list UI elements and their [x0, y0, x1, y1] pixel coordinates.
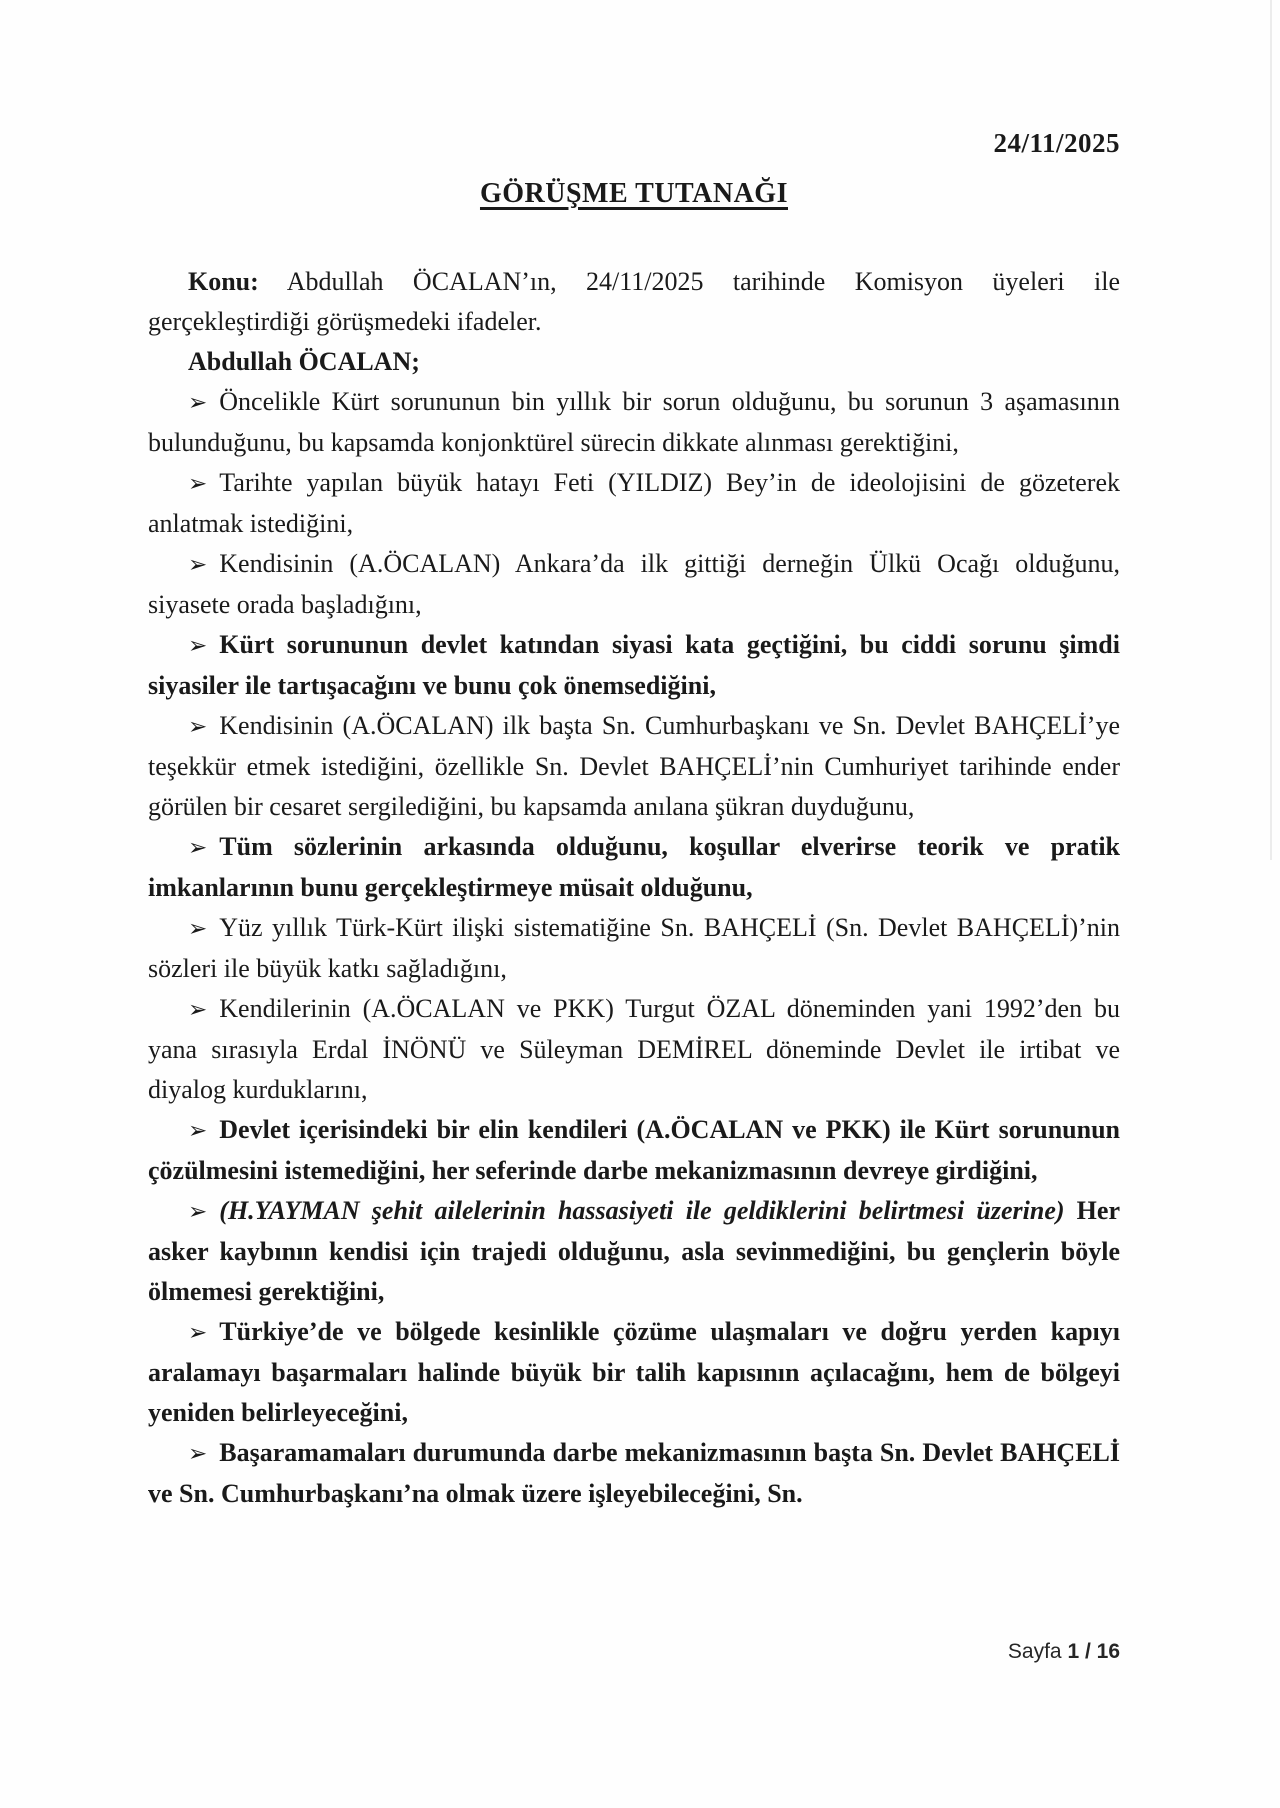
bullet-item: [148, 989, 1120, 1110]
bullet-text: Tarihte yapılan büyük hatayı Feti (YILDIZ) Bey’in de ideolojisini de gözeterek anlatmak istediğini,: [148, 468, 1120, 538]
bullet-item: [148, 1312, 1120, 1433]
footer-page-number: 1 / 16: [1067, 1640, 1120, 1663]
document-title: [148, 178, 1120, 210]
speaker-line: Abdullah ÖCALAN;: [188, 347, 420, 376]
bullet-item: [148, 1110, 1120, 1191]
scan-edge-artifact: [1270, 0, 1272, 860]
document-date: 24/11/2025: [993, 128, 1120, 158]
bullet-text: Tüm sözlerinin arkasında olduğunu, koşullar elverirse teorik ve pratik imkanlarının bunu gerçekleştirmeye müsait olduğunu,: [148, 832, 1120, 902]
konu-paragraph: [148, 262, 1120, 342]
konu-text: Abdullah ÖCALAN’ın, 24/11/2025 tarihinde Komisyon üyeleri ile gerçekleştirdiği görüşmedeki ifadeler.: [148, 267, 1120, 336]
bullet-text: Her asker kaybının kendisi için trajedi olduğunu, asla sevinmediğini, bu gençlerin böyle ölmemesi gerektiğini,: [148, 1196, 1120, 1306]
bullet-arrow-icon: ➢: [188, 835, 208, 861]
bullet-item: [148, 908, 1120, 989]
bullet-text: Türkiye’de ve bölgede kesinlikle çözüme ulaşmaları ve doğru yerden kapıyı aralamayı başarmaları halinde büyük bir talih kapısının açılacağını, hem de bölgeyi yeniden belirleyeceğini,: [148, 1317, 1120, 1427]
bullet-arrow-icon: ➢: [188, 1118, 208, 1144]
bullet-text: Kendisinin (A.ÖCALAN) Ankara’da ilk gittiği derneğin Ülkü Ocağı olduğunu, siyasete orada başladığını,: [148, 549, 1120, 619]
konu-label: Konu:: [188, 267, 259, 296]
bullet-text: Devlet içerisindeki bir elin kendileri (A.ÖCALAN ve PKK) ile Kürt sorununun çözülmesini istemediğini, her seferinde darbe mekanizmasının devreye girdiğini,: [148, 1115, 1120, 1185]
bullet-text: Kendilerinin (A.ÖCALAN ve PKK) Turgut ÖZAL döneminden yani 1992’den bu yana sırasıyla Erdal İNÖNÜ ve Süleyman DEMİREL döneminde Devlet ile irtibat ve diyalog kurduklarını,: [148, 994, 1120, 1104]
bullet-arrow-icon: ➢: [188, 1199, 208, 1225]
footer-label: Sayfa: [1007, 1640, 1062, 1663]
bullet-arrow-icon: ➢: [188, 633, 208, 659]
document-title-text: GÖRÜŞME TUTANAĞI: [479, 178, 788, 209]
bullet-list: [148, 382, 1120, 1514]
bullet-arrow-icon: ➢: [188, 1320, 208, 1346]
bullet-item: [148, 827, 1120, 908]
bullet-arrow-icon: ➢: [188, 471, 208, 497]
bullet-item: [148, 463, 1120, 544]
bullet-text: Öncelikle Kürt sorununun bin yıllık bir sorun olduğunu, bu sorunun 3 aşamasının bulunduğunu, bu kapsamda konjonktürel sürecin dikkate alınması gerektiğini,: [148, 387, 1120, 457]
bullet-text: Kendisinin (A.ÖCALAN) ilk başta Sn. Cumhurbaşkanı ve Sn. Devlet BAHÇELİ’ye teşekkür etmek istediğini, özellikle Sn. Devlet BAHÇELİ’nin Cumhuriyet tarihinde ender görülen bir cesaret sergilediğini, bu kapsamda anılana şükran duyduğunu,: [148, 711, 1120, 821]
bullet-arrow-icon: ➢: [188, 552, 208, 578]
bullet-arrow-icon: ➢: [188, 997, 208, 1023]
bullet-item: [148, 625, 1120, 706]
bullet-text: Yüz yıllık Türk-Kürt ilişki sistematiğine Sn. BAHÇELİ (Sn. Devlet BAHÇELİ)’nin sözleri ile büyük katkı sağladığını,: [148, 913, 1120, 983]
bullet-arrow-icon: ➢: [188, 1441, 208, 1467]
bullet-arrow-icon: ➢: [188, 390, 208, 416]
bullet-text: Kürt sorununun devlet katından siyasi kata geçtiğini, bu ciddi sorunu şimdi siyasiler ile tartışacağını ve bunu çok önemsediğini,: [148, 630, 1120, 700]
bullet-item: [148, 1433, 1120, 1514]
bullet-text: Başaramamaları durumunda darbe mekanizmasının başta Sn. Devlet BAHÇELİ ve Sn. Cumhurbaşkanı’na olmak üzere işleyebileceğini, Sn.: [148, 1438, 1120, 1508]
bullet-item: [148, 382, 1120, 463]
document-body: [148, 262, 1120, 1514]
page-footer: [148, 1640, 1120, 1664]
bullet-item: [148, 544, 1120, 625]
bullet-text: (H.YAYMAN şehit ailelerinin hassasiyeti ile geldiklerini belirtmesi üzerine): [219, 1196, 1065, 1225]
bullet-item: [148, 1191, 1120, 1312]
bullet-arrow-icon: ➢: [188, 916, 208, 942]
bullet-item: [148, 706, 1120, 827]
bullet-arrow-icon: ➢: [188, 714, 208, 740]
